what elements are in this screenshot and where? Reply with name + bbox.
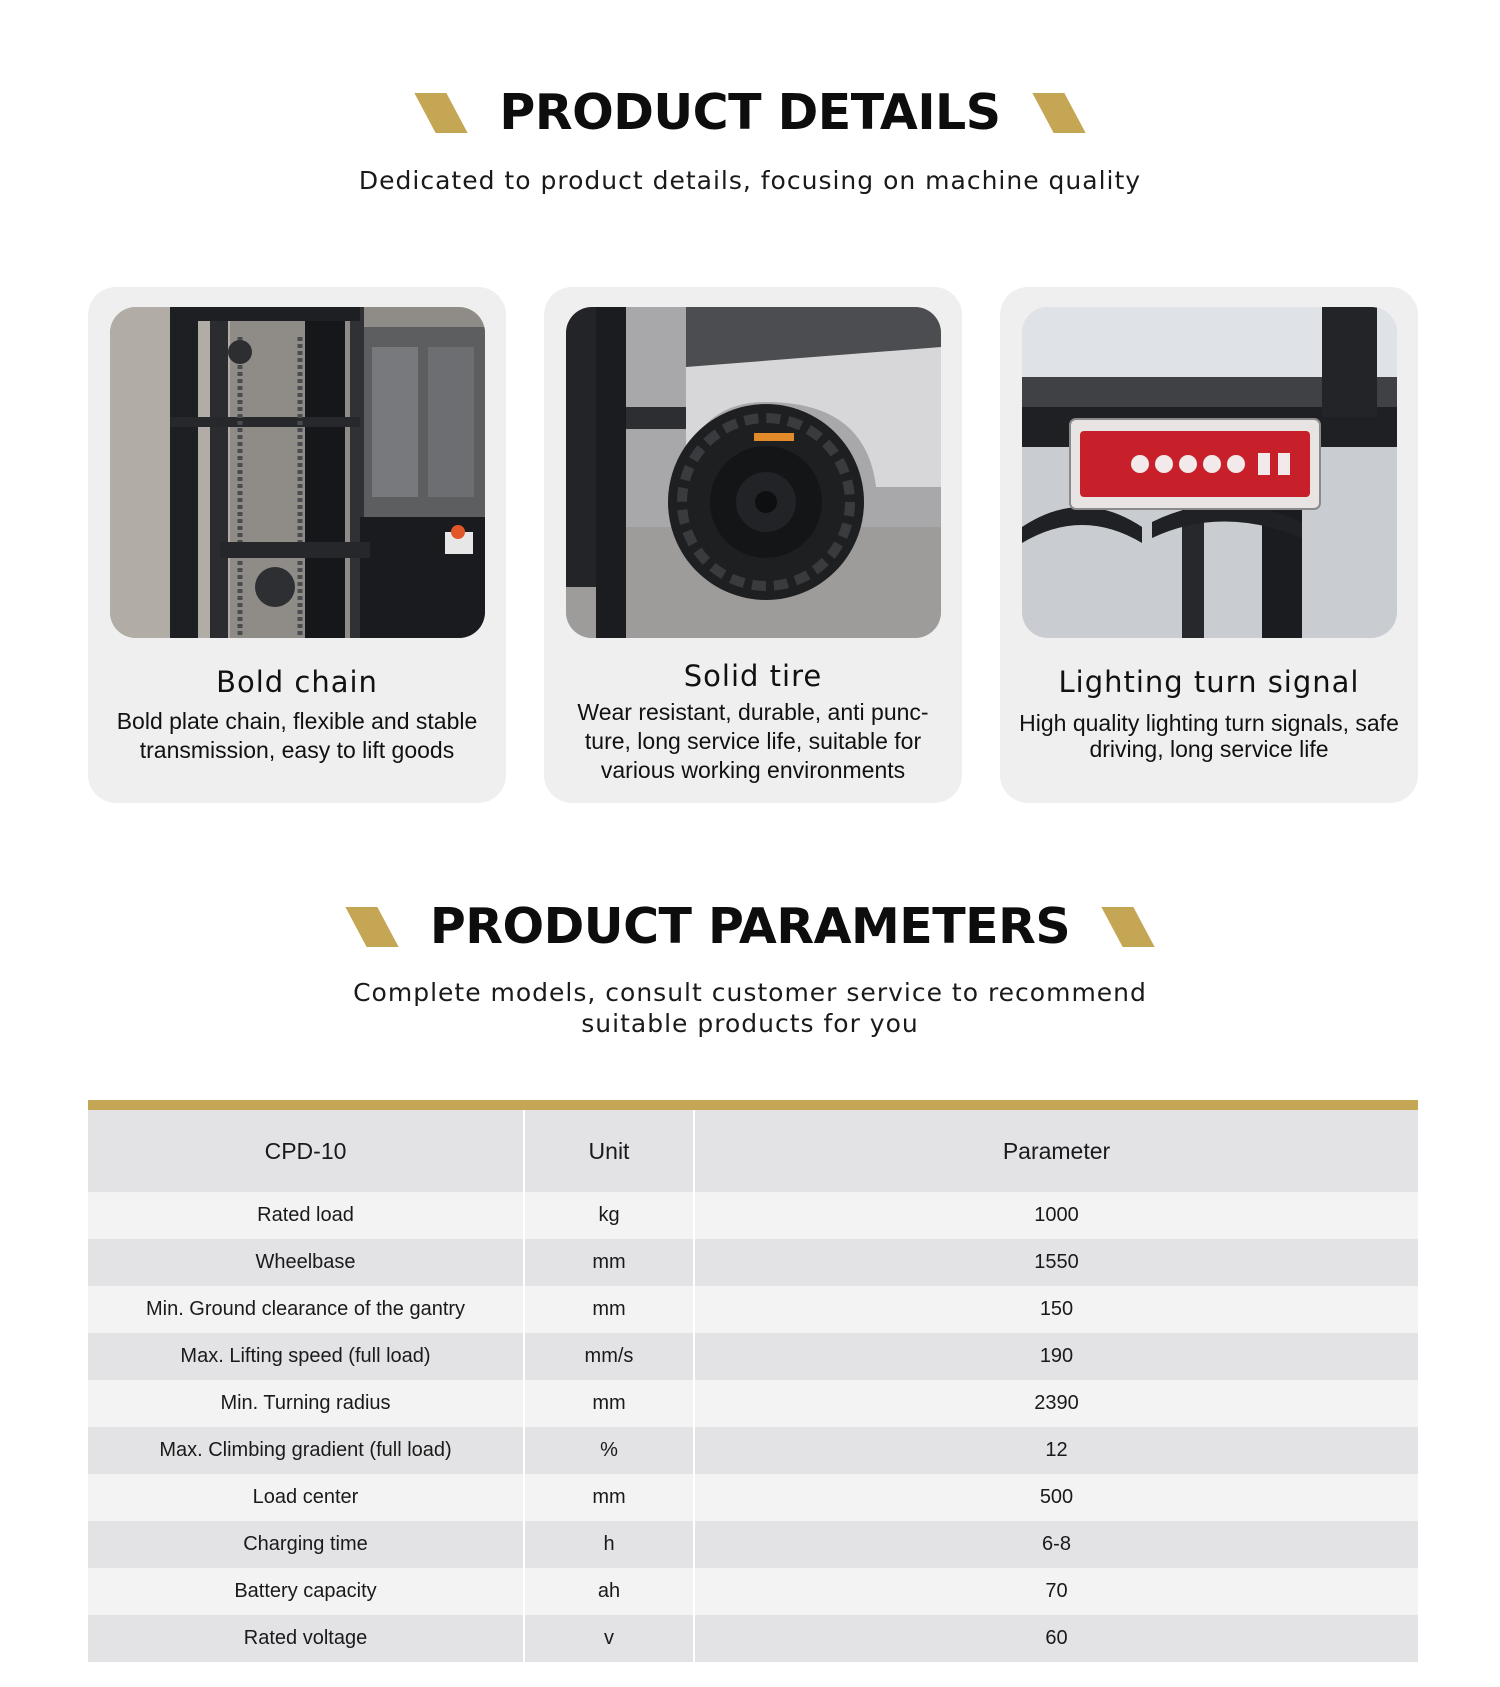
table-row — [88, 1568, 1418, 1615]
table-row — [88, 1474, 1418, 1521]
card-description: High quality lighting turn signals, safe driving, long service life — [1019, 710, 1399, 762]
param-value: 6-8 — [694, 1521, 1418, 1568]
table-row — [88, 1286, 1418, 1333]
product-parameters-header — [0, 898, 1500, 1039]
gold-slash-right-icon — [1102, 907, 1155, 947]
param-unit: ah — [524, 1568, 694, 1615]
param-name: Load center — [88, 1474, 524, 1521]
table-gold-bar — [88, 1100, 1418, 1110]
gold-slash-left-icon — [345, 907, 398, 947]
param-value: 70 — [694, 1568, 1418, 1615]
param-value: 2390 — [694, 1380, 1418, 1427]
parameters-table — [88, 1110, 1418, 1662]
param-value: 60 — [694, 1615, 1418, 1662]
card-description: Bold plate chain, flexible and stable transmission, easy to lift goods — [116, 708, 478, 763]
header-model: CPD-10 — [88, 1110, 524, 1192]
param-value: 1550 — [694, 1239, 1418, 1286]
header-parameter: Parameter — [694, 1110, 1418, 1192]
param-value: 150 — [694, 1286, 1418, 1333]
forklift-tail-light-photo — [1022, 307, 1397, 638]
param-unit: v — [524, 1615, 694, 1662]
table-row — [88, 1333, 1418, 1380]
feature-card-solid-tire — [544, 287, 962, 803]
param-unit: % — [524, 1427, 694, 1474]
product-details-subtitle: Dedicated to product details, focusing on machine quality — [358, 166, 1142, 195]
param-value: 500 — [694, 1474, 1418, 1521]
table-row — [88, 1427, 1418, 1474]
param-value: 12 — [694, 1427, 1418, 1474]
card-title: Lighting turn signal — [1058, 665, 1360, 699]
card-description: Wear resistant, durable, anti punc-ture, long service life, suitable for various working environments — [577, 699, 929, 783]
param-name: Rated voltage — [88, 1615, 524, 1662]
product-details-title: PRODUCT DETAILS — [499, 84, 1001, 141]
param-unit: kg — [524, 1192, 694, 1239]
param-unit: mm — [524, 1380, 694, 1427]
param-name: Rated load — [88, 1192, 524, 1239]
feature-card-lighting-turn-signal — [1000, 287, 1418, 803]
card-title: Solid tire — [683, 659, 823, 693]
param-name: Min. Ground clearance of the gantry — [88, 1286, 524, 1333]
param-name: Charging time — [88, 1521, 524, 1568]
table-row — [88, 1192, 1418, 1239]
card-title: Bold chain — [216, 665, 378, 699]
table-row — [88, 1521, 1418, 1568]
table-row — [88, 1615, 1418, 1662]
param-unit: mm — [524, 1286, 694, 1333]
parameters-table-wrapper — [88, 1100, 1418, 1662]
param-unit: mm — [524, 1239, 694, 1286]
product-details-header — [0, 84, 1500, 196]
table-header-row — [88, 1110, 1418, 1192]
feature-cards — [88, 287, 1418, 803]
header-unit: Unit — [524, 1110, 694, 1192]
gold-slash-right-icon — [1032, 93, 1085, 133]
product-parameters-title: PRODUCT PARAMETERS — [429, 898, 1071, 955]
param-name: Max. Climbing gradient (full load) — [88, 1427, 524, 1474]
param-value: 190 — [694, 1333, 1418, 1380]
param-name: Max. Lifting speed (full load) — [88, 1333, 524, 1380]
param-unit: mm — [524, 1474, 694, 1521]
product-parameters-subtitle: Complete models, consult customer service to recommend suitable products for you — [353, 978, 1147, 1038]
gold-slash-left-icon — [415, 93, 468, 133]
param-unit: h — [524, 1521, 694, 1568]
feature-card-bold-chain — [88, 287, 506, 803]
param-name: Wheelbase — [88, 1239, 524, 1286]
forklift-solid-tire-photo — [566, 307, 941, 638]
param-name: Battery capacity — [88, 1568, 524, 1615]
param-name: Min. Turning radius — [88, 1380, 524, 1427]
param-unit: mm/s — [524, 1333, 694, 1380]
param-value: 1000 — [694, 1192, 1418, 1239]
table-row — [88, 1380, 1418, 1427]
table-row — [88, 1239, 1418, 1286]
forklift-mast-chain-photo — [110, 307, 485, 638]
